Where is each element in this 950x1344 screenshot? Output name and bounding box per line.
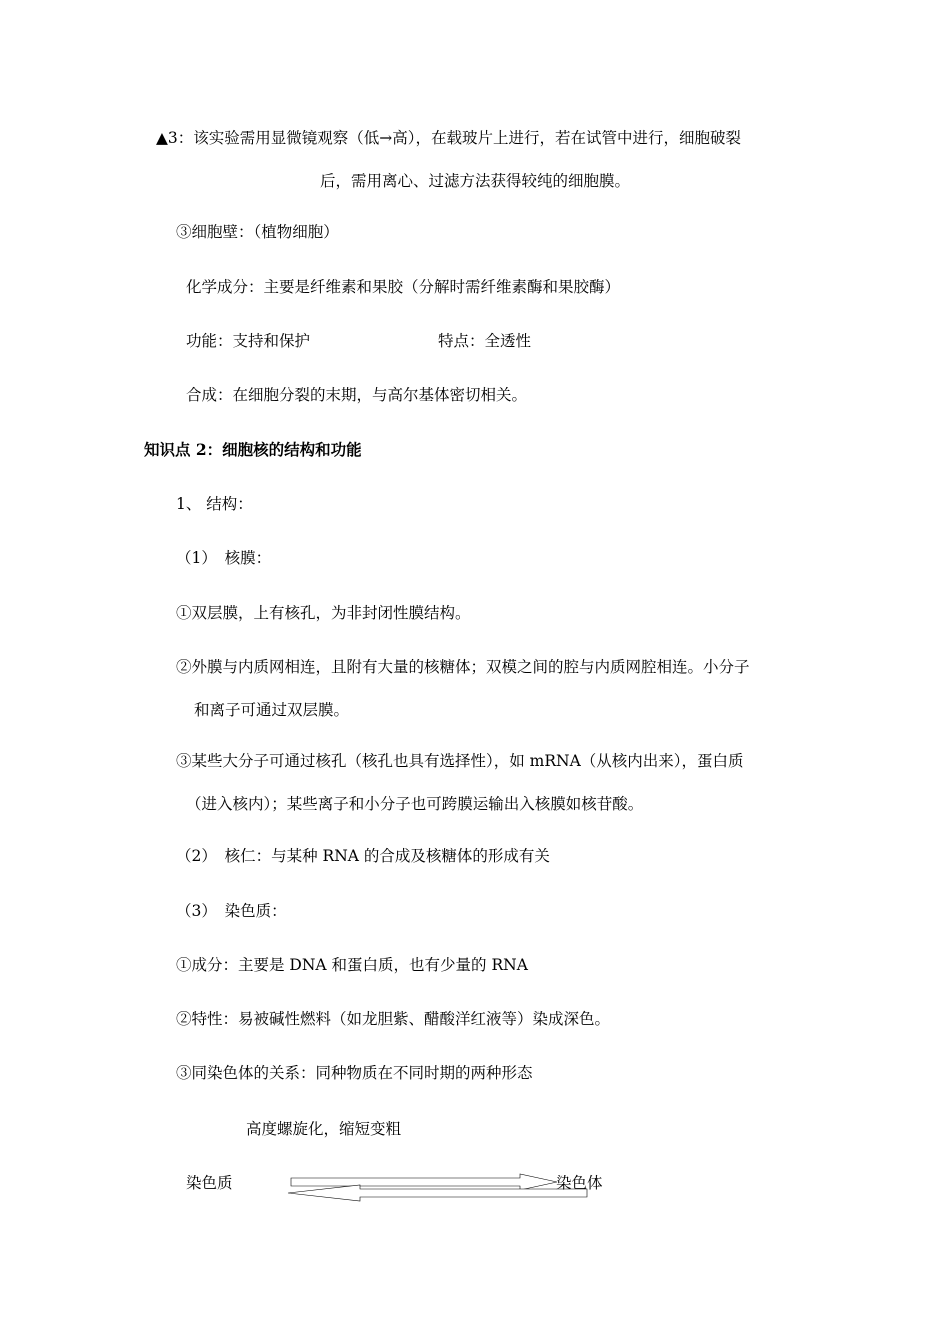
left-arrow-icon [288,1185,587,1201]
paragraph-line: ③细胞壁：（植物细胞） [176,223,339,241]
paragraph-line: （1） 核膜： [176,549,272,567]
right-arrow-icon [291,1174,557,1190]
paragraph-line: 功能：支持和保护 [186,332,311,350]
paragraph-line: ②外膜与内质网相连，且附有大量的核糖体；双模之间的腔与内质网腔相连。小分子 [176,658,750,676]
paragraph-line: （3） 染色质： [176,902,287,920]
paragraph-line: ①成分：主要是 DNA 和蛋白质，也有少量的 RNA [176,956,528,974]
paragraph-line: （进入核内）；某些离子和小分子也可跨膜运输出入核膜如核苷酸。 [186,795,644,813]
diagram-label-chromosome: 染色体 [556,1174,603,1192]
section-heading: 知识点 2：细胞核的结构和功能 [144,440,362,459]
paragraph-line: ②特性：易被碱性燃料（如龙胆紫、醋酸洋红液等）染成深色。 [176,1010,611,1028]
paragraph-line: 化学成分：主要是纤维素和果胶（分解时需纤维素酶和果胶酶） [186,278,621,296]
paragraph-line: ③某些大分子可通过核孔（核孔也具有选择性），如 mRNA（从核内出来），蛋白质 [176,752,744,770]
diagram-label: 高度螺旋化，缩短变粗 [246,1120,402,1138]
paragraph-line: （2） 核仁：与某种 RNA 的合成及核糖体的形成有关 [176,847,550,865]
paragraph-line: 合成：在细胞分裂的末期，与高尔基体密切相关。 [186,386,528,404]
paragraph-line: 和离子可通过双层膜。 [194,701,350,719]
paragraph-line: 特点：全透性 [438,332,532,350]
diagram-label-chromatin: 染色质 [186,1174,233,1192]
paragraph-line: ③同染色体的关系：同种物质在不同时期的两种形态 [176,1064,533,1082]
paragraph-line: ①双层膜，上有核孔，为非封闭性膜结构。 [176,604,471,622]
paragraph-line: ▲3：该实验需用显微镜观察（低→高），在载玻片上进行，若在试管中进行，细胞破裂 [156,129,742,147]
paragraph-line: 1、 结构： [176,495,253,513]
paragraph-line: 后，需用离心、过滤方法获得较纯的细胞膜。 [320,172,631,190]
